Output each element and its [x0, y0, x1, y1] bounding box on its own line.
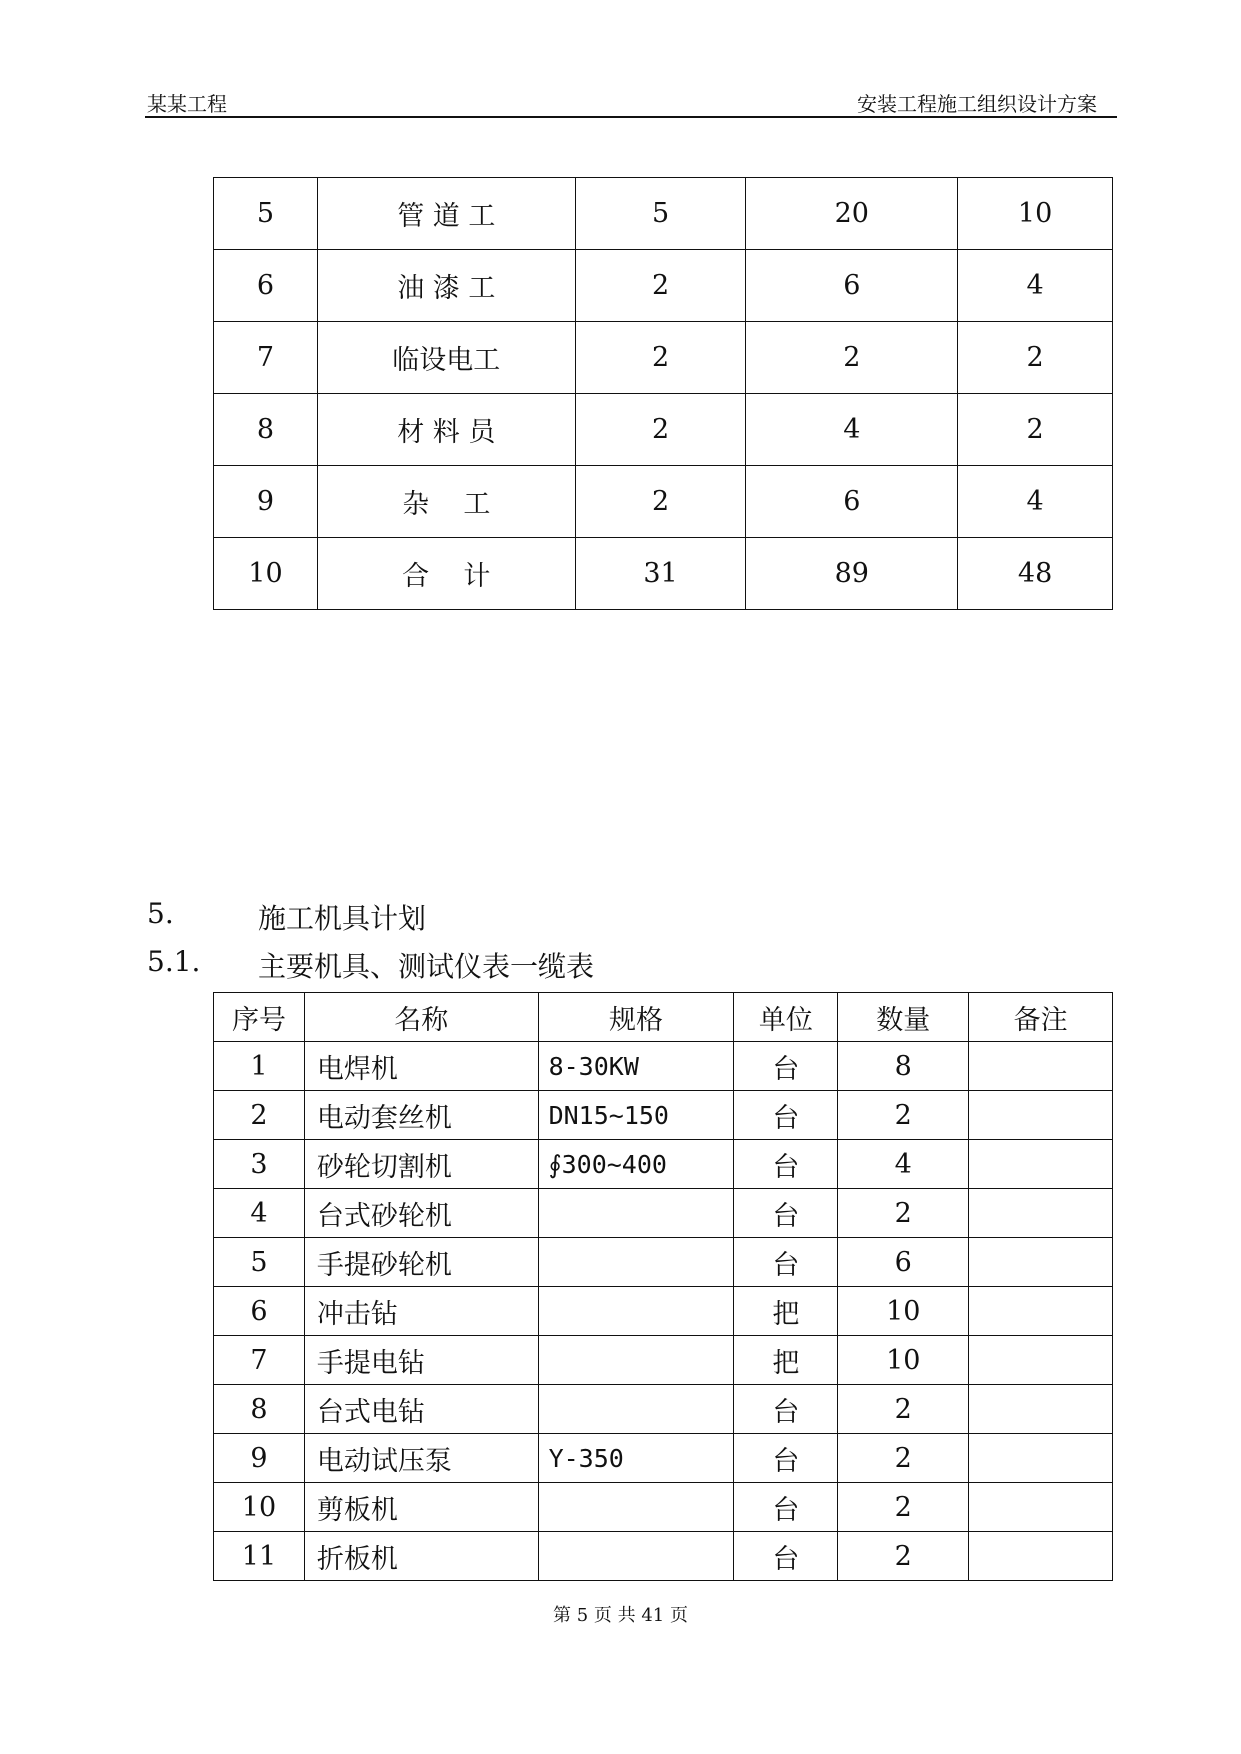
staff-table [213, 177, 1113, 610]
equipment-spec-cell: DN15~150 [538, 1091, 734, 1140]
equipment-index-cell: 6 [214, 1287, 305, 1336]
equipment-spec-cell: 8-30KW [538, 1042, 734, 1091]
section-number: 5. [147, 897, 174, 930]
staff-cell: 6 [746, 466, 958, 538]
staff-cell: 5 [214, 178, 318, 250]
equipment-unit-cell: 台 [734, 1385, 838, 1434]
equipment-name-cell: 冲击钻 [304, 1287, 538, 1336]
equipment-spec-cell [538, 1385, 734, 1434]
equipment-qty-cell: 2 [838, 1091, 969, 1140]
equipment-unit-cell: 台 [734, 1434, 838, 1483]
equipment-qty-cell: 2 [838, 1483, 969, 1532]
staff-cell: 48 [958, 538, 1113, 610]
equipment-header-cell: 序号 [214, 993, 305, 1042]
equipment-unit-cell: 台 [734, 1042, 838, 1091]
equipment-index-cell: 10 [214, 1483, 305, 1532]
staff-cell: 31 [575, 538, 746, 610]
equipment-remark-cell [969, 1434, 1113, 1483]
header-project-name: 某某工程 [147, 92, 227, 116]
equipment-name-cell: 砂轮切割机 [304, 1140, 538, 1189]
equipment-index-cell: 7 [214, 1336, 305, 1385]
equipment-index-cell: 11 [214, 1532, 305, 1581]
equipment-table-header [214, 993, 1113, 1042]
staff-cell: 5 [575, 178, 746, 250]
staff-cell: 10 [958, 178, 1113, 250]
equipment-spec-cell [538, 1483, 734, 1532]
equipment-remark-cell [969, 1287, 1113, 1336]
section-title: 施工机具计划 [258, 902, 427, 935]
staff-cell: 8 [214, 394, 318, 466]
equipment-unit-cell: 台 [734, 1238, 838, 1287]
equipment-header-cell: 数量 [838, 993, 969, 1042]
equipment-index-cell: 2 [214, 1091, 305, 1140]
equipment-unit-cell: 台 [734, 1091, 838, 1140]
staff-role-cell: 临设电工 [317, 322, 575, 394]
equipment-name-cell: 电焊机 [304, 1042, 538, 1091]
equipment-row [214, 1336, 1113, 1385]
staff-cell: 2 [575, 466, 746, 538]
equipment-spec-cell: ∮300~400 [538, 1140, 734, 1189]
equipment-index-cell: 3 [214, 1140, 305, 1189]
equipment-spec-cell [538, 1287, 734, 1336]
staff-cell: 6 [214, 250, 318, 322]
equipment-qty-cell: 6 [838, 1238, 969, 1287]
subsection-number: 5.1. [147, 945, 201, 978]
equipment-row [214, 1189, 1113, 1238]
equipment-name-cell: 电动试压泵 [304, 1434, 538, 1483]
staff-cell: 20 [746, 178, 958, 250]
staff-row [214, 538, 1113, 610]
staff-cell: 4 [958, 250, 1113, 322]
equipment-row [214, 1238, 1113, 1287]
equipment-remark-cell [969, 1042, 1113, 1091]
equipment-remark-cell [969, 1189, 1113, 1238]
staff-cell: 2 [746, 322, 958, 394]
equipment-row [214, 1483, 1113, 1532]
staff-row [214, 394, 1113, 466]
equipment-qty-cell: 2 [838, 1385, 969, 1434]
equipment-row [214, 1532, 1113, 1581]
staff-cell: 10 [214, 538, 318, 610]
equipment-spec-cell [538, 1336, 734, 1385]
staff-cell: 9 [214, 466, 318, 538]
equipment-remark-cell [969, 1532, 1113, 1581]
equipment-unit-cell: 台 [734, 1483, 838, 1532]
equipment-unit-cell: 台 [734, 1532, 838, 1581]
staff-cell: 2 [575, 322, 746, 394]
staff-row [214, 322, 1113, 394]
staff-cell: 2 [958, 394, 1113, 466]
subsection-title: 主要机具、测试仪表一缆表 [258, 950, 595, 983]
equipment-index-cell: 8 [214, 1385, 305, 1434]
equipment-qty-cell: 2 [838, 1434, 969, 1483]
equipment-remark-cell [969, 1385, 1113, 1434]
staff-row [214, 178, 1113, 250]
equipment-index-cell: 5 [214, 1238, 305, 1287]
staff-cell: 6 [746, 250, 958, 322]
equipment-spec-cell [538, 1189, 734, 1238]
equipment-name-cell: 台式砂轮机 [304, 1189, 538, 1238]
equipment-spec-cell [538, 1532, 734, 1581]
equipment-name-cell: 手提电钻 [304, 1336, 538, 1385]
equipment-unit-cell: 台 [734, 1189, 838, 1238]
page-footer: 第 5 页 共 41 页 [553, 1605, 688, 1626]
staff-cell: 2 [575, 250, 746, 322]
equipment-name-cell: 折板机 [304, 1532, 538, 1581]
equipment-index-cell: 4 [214, 1189, 305, 1238]
staff-role-cell: 油 漆 工 [317, 250, 575, 322]
equipment-row [214, 1287, 1113, 1336]
equipment-header-cell: 备注 [969, 993, 1113, 1042]
equipment-header-cell: 规格 [538, 993, 734, 1042]
equipment-remark-cell [969, 1483, 1113, 1532]
staff-role-cell: 杂 工 [317, 466, 575, 538]
equipment-row [214, 1091, 1113, 1140]
equipment-unit-cell: 台 [734, 1140, 838, 1189]
staff-cell: 2 [575, 394, 746, 466]
equipment-qty-cell: 2 [838, 1189, 969, 1238]
equipment-spec-cell: Y-350 [538, 1434, 734, 1483]
equipment-unit-cell: 把 [734, 1287, 838, 1336]
equipment-remark-cell [969, 1238, 1113, 1287]
equipment-row [214, 1042, 1113, 1091]
equipment-qty-cell: 4 [838, 1140, 969, 1189]
equipment-name-cell: 台式电钻 [304, 1385, 538, 1434]
staff-row [214, 250, 1113, 322]
staff-cell: 89 [746, 538, 958, 610]
staff-row [214, 466, 1113, 538]
equipment-name-cell: 电动套丝机 [304, 1091, 538, 1140]
equipment-qty-cell: 2 [838, 1532, 969, 1581]
header-document-title: 安装工程施工组织设计方案 [857, 92, 1097, 116]
equipment-row [214, 1434, 1113, 1483]
equipment-remark-cell [969, 1091, 1113, 1140]
staff-cell: 4 [958, 466, 1113, 538]
staff-cell: 2 [958, 322, 1113, 394]
equipment-index-cell: 9 [214, 1434, 305, 1483]
equipment-name-cell: 剪板机 [304, 1483, 538, 1532]
equipment-row [214, 1140, 1113, 1189]
equipment-row [214, 1385, 1113, 1434]
equipment-qty-cell: 10 [838, 1287, 969, 1336]
staff-role-cell: 管 道 工 [317, 178, 575, 250]
page-header [145, 86, 1117, 118]
equipment-table [213, 992, 1113, 1581]
staff-cell: 4 [746, 394, 958, 466]
equipment-unit-cell: 把 [734, 1336, 838, 1385]
equipment-name-cell: 手提砂轮机 [304, 1238, 538, 1287]
equipment-qty-cell: 10 [838, 1336, 969, 1385]
equipment-remark-cell [969, 1336, 1113, 1385]
staff-role-cell: 合 计 [317, 538, 575, 610]
staff-cell: 7 [214, 322, 318, 394]
equipment-spec-cell [538, 1238, 734, 1287]
staff-role-cell: 材 料 员 [317, 394, 575, 466]
equipment-header-cell: 单位 [734, 993, 838, 1042]
equipment-qty-cell: 8 [838, 1042, 969, 1091]
equipment-index-cell: 1 [214, 1042, 305, 1091]
equipment-remark-cell [969, 1140, 1113, 1189]
equipment-header-cell: 名称 [304, 993, 538, 1042]
